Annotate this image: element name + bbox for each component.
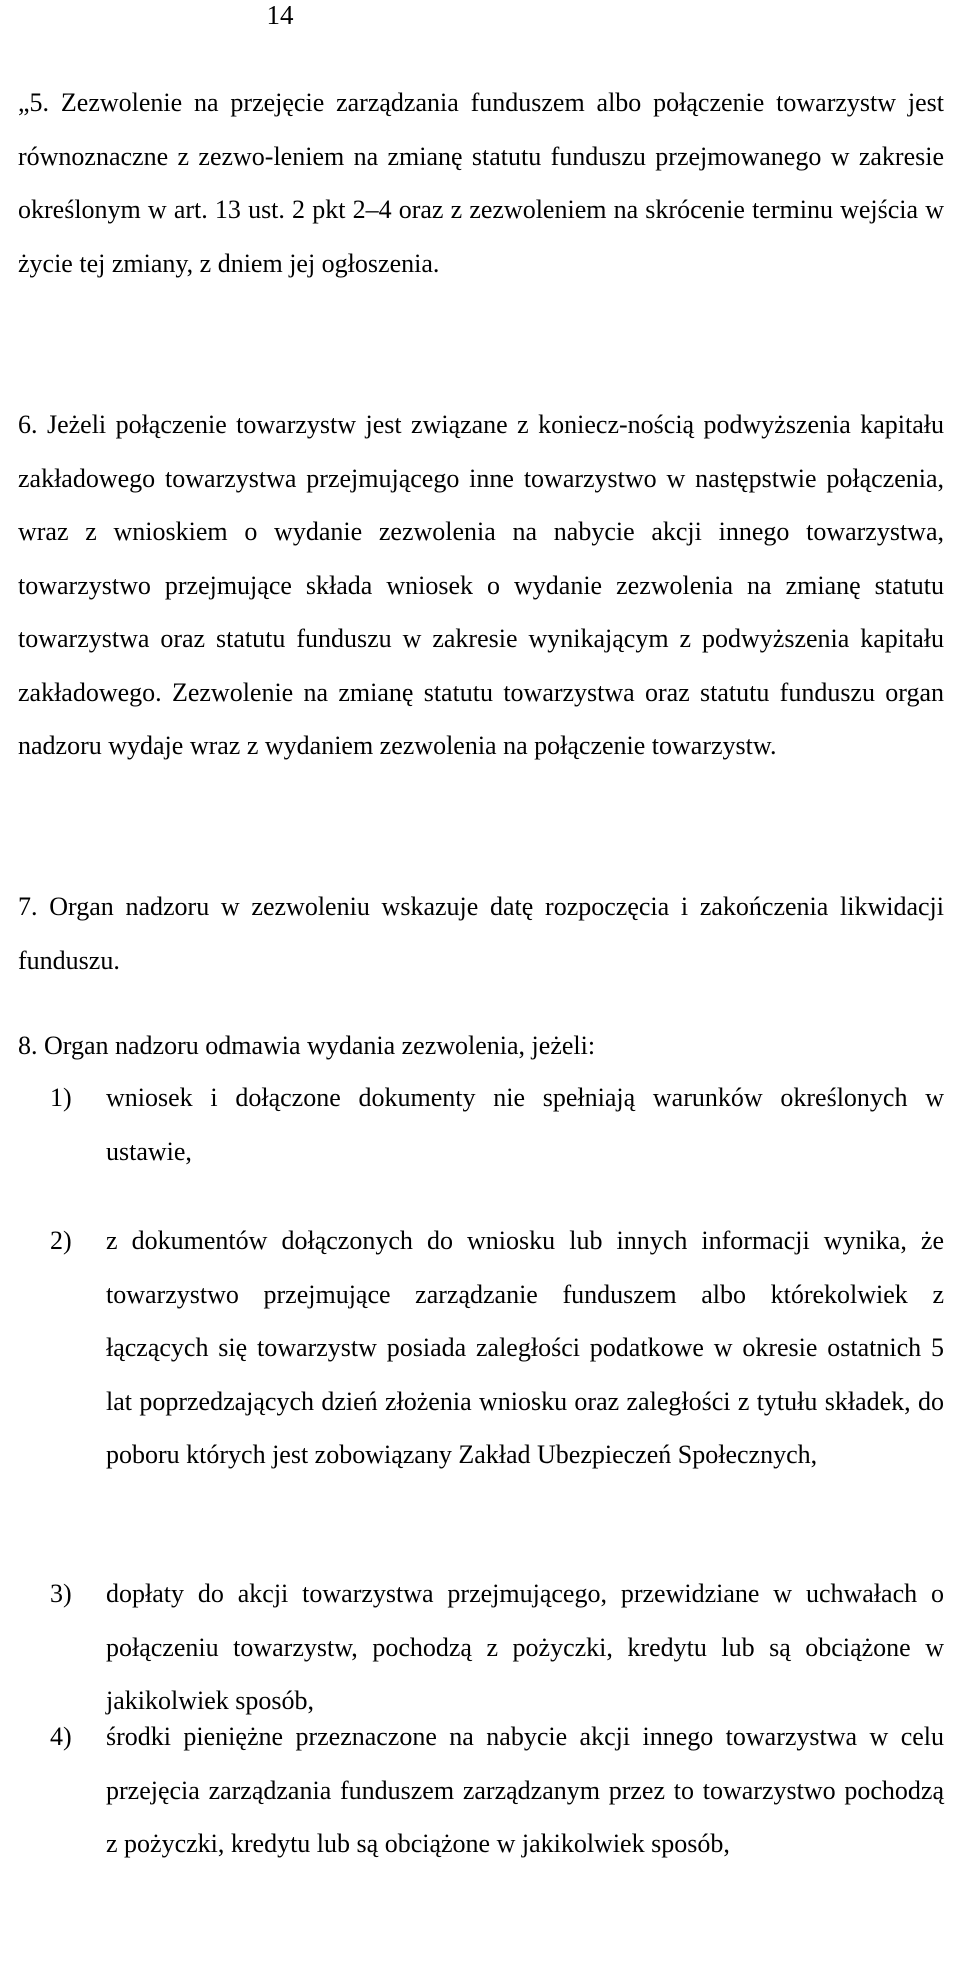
list-item-2-number: 2) [50, 1226, 72, 1255]
paragraph-7 [18, 880, 944, 987]
paragraph-6-number: 6. [18, 410, 38, 439]
paragraph-6 [18, 398, 944, 773]
list-item-3-text: dopłaty do akcji towarzystwa przejmującego, przewidziane w uchwałach o połączeniu towarzystw, pochodzą z pożyczki, kredytu lub są obciążone w jakikolwiek sposób, [106, 1579, 944, 1715]
list-item-2-text: z dokumentów dołączonych do wniosku lub innych informacji wynika, że towarzystwo przejmujące zarządzanie funduszem albo którekolwiek z łączących się towarzystw posiada zaległości podatkowe w okresie ostatnich 5 lat poprzedzających dzień złożenia wniosku oraz zaległości z tytułu składek, do poboru których jest zobowiązany Zakład Ubezpieczeń Społecznych, [106, 1226, 944, 1469]
list-item-2 [50, 1214, 944, 1482]
list-item-3-number: 3) [50, 1579, 72, 1608]
list-item-1-number: 1) [50, 1083, 72, 1112]
list-item-4 [50, 1710, 944, 1871]
list-item-4-text: środki pieniężne przeznaczone na nabycie akcji innego towarzystwa w celu przejęcia zarządzania funduszem zarządzanym przez to towarzystwo pochodzą z pożyczki, kredytu lub są obciążone w jakikolwiek sposób, [106, 1722, 944, 1858]
paragraph-8-text: Organ nadzoru odmawia wydania zezwolenia, jeżeli: [44, 1031, 596, 1060]
paragraph-6-text: Jeżeli połączenie towarzystw jest związane z koniecz-nością podwyższenia kapitału zakładowego towarzystwa przejmującego inne towarzystwo w następstwie połączenia, wraz z wnioskiem o wydanie zezwolenia na nabycie akcji innego towarzystwa, towarzystwo przejmujące składa wniosek o wydanie zezwolenia na zmianę statutu towarzystwa oraz statutu funduszu w zakresie wynikającym z podwyższenia kapitału zakładowego. Zezwolenie na zmianę statutu towarzystwa oraz statutu funduszu organ nadzoru wydaje wraz z wydaniem zezwolenia na połączenie towarzystw. [18, 410, 944, 760]
paragraph-8 [18, 1019, 944, 1073]
list-item-3 [50, 1567, 944, 1728]
paragraph-7-text: Organ nadzoru w zezwoleniu wskazuje datę rozpoczęcia i zakończenia likwidacji funduszu. [18, 892, 945, 975]
paragraph-5-number: „5. [18, 88, 50, 117]
paragraph-7-number: 7. [18, 892, 38, 921]
page-number: 14 [266, 0, 294, 30]
paragraph-8-number: 8. [18, 1031, 38, 1060]
paragraph-5-text: Zezwolenie na przejęcie zarządzania funduszem albo połączenie towarzystw jest równoznaczne z zezwo-leniem na zmianę statutu funduszu przejmowanego w zakresie określonym w art. 13 ust. 2 pkt 2–4 oraz z zezwoleniem na skrócenie terminu wejścia w życie tej zmiany, z dniem jej ogłoszenia. [18, 88, 944, 278]
list-item-4-number: 4) [50, 1722, 72, 1751]
list-item-1-text: wniosek i dołączone dokumenty nie spełniają warunków określonych w ustawie, [106, 1083, 944, 1166]
paragraph-5 [18, 76, 944, 290]
list-item-1 [50, 1071, 944, 1178]
